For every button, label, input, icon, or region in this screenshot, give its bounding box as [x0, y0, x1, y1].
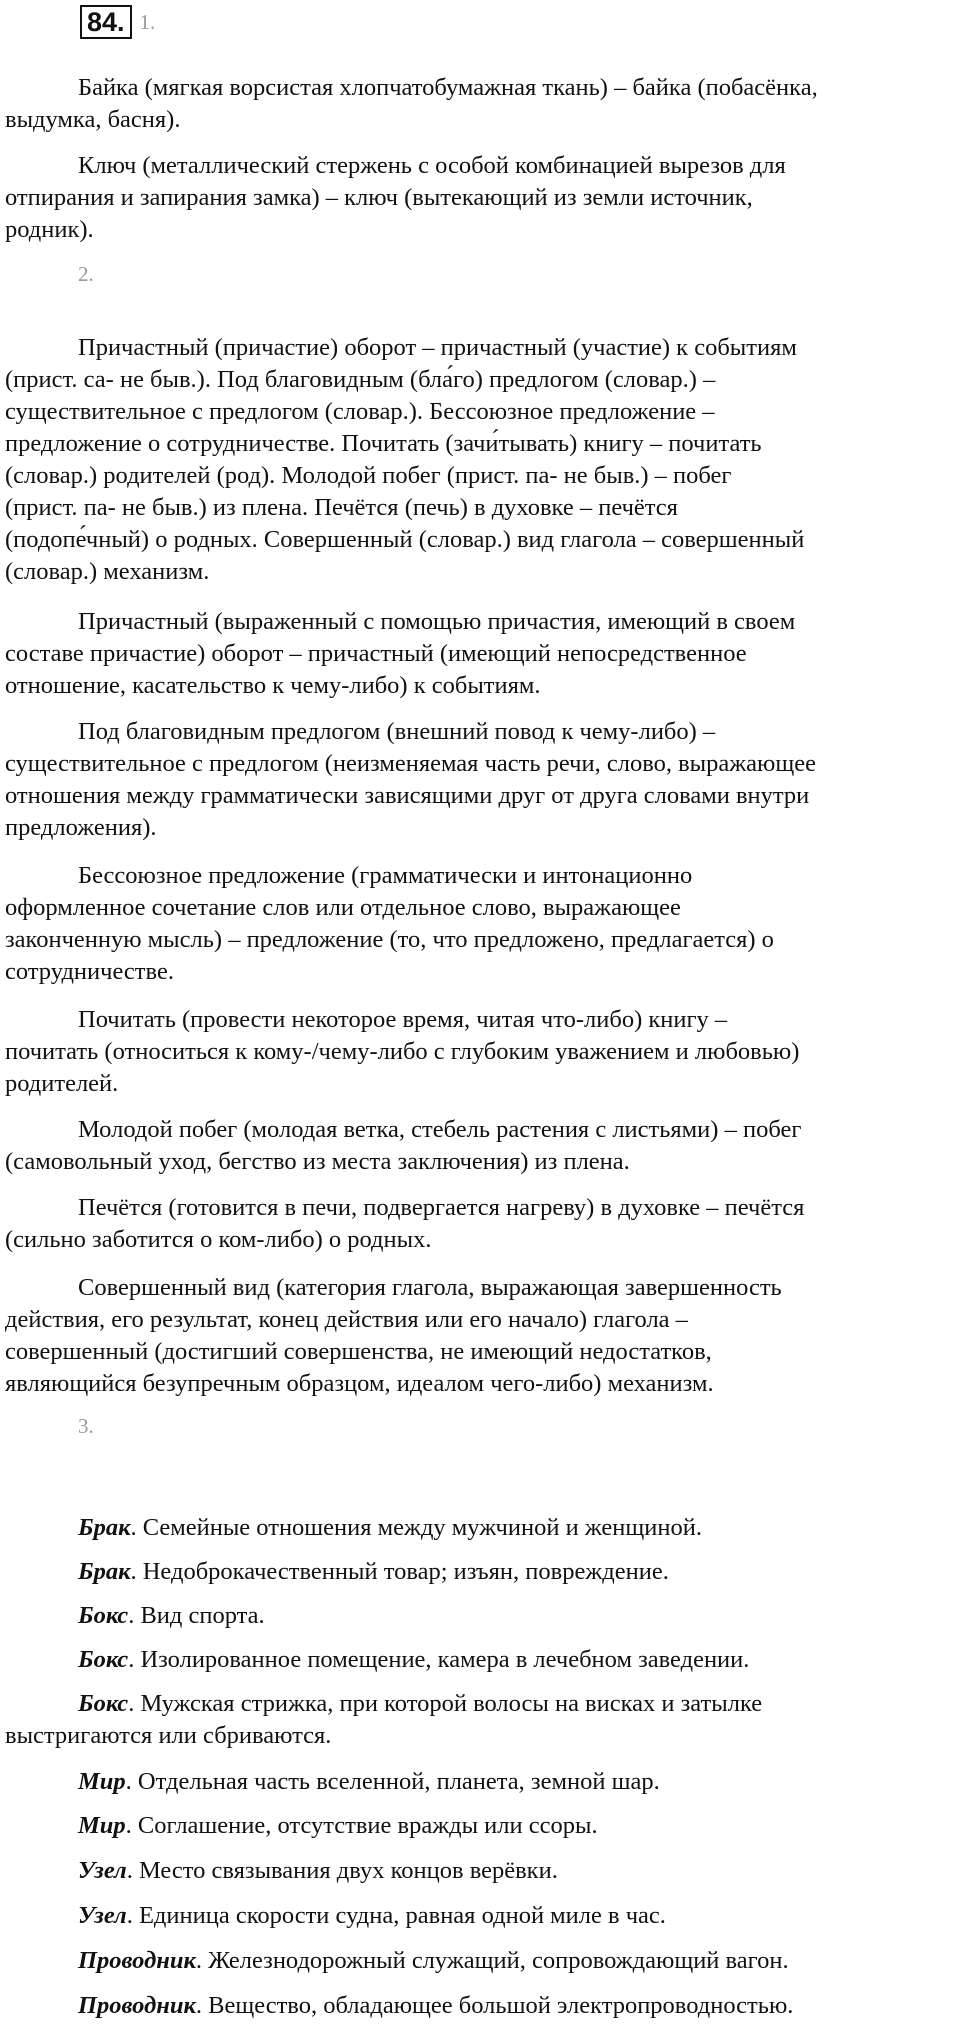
text-line: почитать (относиться к кому-/чему-либо с глубоким уважением и любовью) [5, 1038, 800, 1065]
definition-text: . Железнодорожный служащий, сопровождающий вагон. [195, 1947, 789, 1974]
text-line: отношение, касательство к чему-либо) к событиям. [5, 672, 541, 699]
paragraph-klyuch [5, 150, 960, 246]
text-line: отпирания и запирания замка) – ключ (вытекающий из земли источник, [5, 184, 753, 211]
paragraph-sovershenny [5, 1272, 960, 1400]
text-line: законченную мысль) – предложение (то, что предложено, предлагается) о [5, 926, 774, 953]
section-2-marker: 2. [78, 262, 94, 286]
definition-item [78, 1900, 958, 1932]
text-line: (самовольный уход, бегство из места заключения) из плена. [5, 1148, 630, 1175]
definition-term: Проводник [78, 1992, 196, 2019]
text-line: (прист. па- не быв.) из плена. Печётся (печь) в духовке – печётся [5, 494, 678, 521]
text-line: Причастный (выраженный с помощью причастия, имеющий в своем [78, 608, 796, 635]
paragraph-bayka [5, 72, 960, 136]
text-line: являющийся безупречным образцом, идеалом чего-либо) механизм. [5, 1370, 714, 1397]
definition-text: . Недоброкачественный товар; изъян, повреждение. [130, 1558, 669, 1585]
definition-term: Мир [78, 1768, 126, 1795]
definition-item [78, 1556, 958, 1588]
text-line: Молодой побег (молодая ветка, стебель растения с листьями) – побег [78, 1116, 802, 1143]
text-line: Почитать (провести некоторое время, читая что-либо) книгу – [78, 1006, 728, 1033]
text-line: предложения). [5, 814, 157, 841]
text-line: Бессоюзное предложение (грамматически и интонационно [78, 862, 693, 889]
text-line: (подопе́чный) о родных. Совершенный (словар.) вид глагола – совершенный [5, 526, 805, 553]
task-header [80, 4, 155, 40]
paragraph-prichastny [5, 606, 960, 702]
text-line: совершенный (достигший совершенства, не имеющий недостатков, [5, 1338, 712, 1365]
text-line: Причастный (причастие) оборот – причастный (участие) к событиям [78, 334, 797, 361]
paragraph-section2-main [5, 332, 960, 588]
definition-term: Бокс [78, 1602, 129, 1629]
text-line: Ключ (металлический стержень с особой комбинацией вырезов для [78, 152, 786, 179]
text-line: оформленное сочетание слов или отдельное слово, выражающее [5, 894, 681, 921]
text-line: существительное с предлогом (словар.). Бессоюзное предложение – [5, 398, 715, 425]
definition-term: Бокс [78, 1646, 129, 1673]
definition-text: . Изолированное помещение, камера в лечебном заведении. [128, 1646, 750, 1673]
section-3-marker: 3. [78, 1414, 94, 1438]
definition-text: . Мужская стрижка, при которой волосы на висках и затылке [128, 1690, 763, 1717]
text-line: родителей. [5, 1070, 119, 1097]
text-line: (сильно заботится о ком-либо) о родных. [5, 1226, 432, 1253]
definition-text: . Вещество, обладающее большой электропроводностью. [195, 1992, 794, 2019]
definition-text: . Единица скорости судна, равная одной миле в час. [126, 1902, 666, 1929]
definition-term: Бокс [78, 1690, 129, 1717]
definition-item [78, 1600, 958, 1632]
definition-text: . Семейные отношения между мужчиной и женщиной. [130, 1514, 702, 1541]
definition-item [78, 1810, 958, 1842]
text-line: Под благовидным предлогом (внешний повод к чему-либо) – [78, 718, 716, 745]
text-line: предложение о сотрудничестве. Почитать (зачи́тывать) книгу – почитать [5, 430, 762, 457]
text-line: (прист. са- не быв.). Под благовидным (бла́го) предлогом (словар.) – [5, 366, 716, 393]
definition-item [5, 1688, 960, 1752]
text-line: Печётся (готовится в печи, подвергается нагреву) в духовке – печётся [78, 1194, 805, 1221]
definition-term: Брак [78, 1514, 131, 1541]
definition-text: . Соглашение, отсутствие вражды или ссоры. [125, 1812, 598, 1839]
definition-term: Мир [78, 1812, 126, 1839]
definition-term: Проводник [78, 1947, 196, 1974]
text-line: (словар.) механизм. [5, 558, 210, 585]
paragraph-bessoyuznoe [5, 860, 960, 988]
definition-text: . Отдельная часть вселенной, планета, земной шар. [125, 1768, 660, 1795]
paragraph-pechetsya [5, 1192, 960, 1256]
paragraph-pochitat [5, 1004, 960, 1100]
definition-item [78, 1855, 958, 1887]
text-line: выдумка, басня). [5, 106, 181, 133]
text-line: отношения между грамматически зависящими друг от друга словами внутри [5, 782, 810, 809]
definition-text: . Вид спорта. [128, 1602, 265, 1629]
definition-text: выстригаются или сбриваются. [5, 1722, 332, 1749]
text-line: Совершенный вид (категория глагола, выражающая завершенность [78, 1274, 782, 1301]
text-line: родник). [5, 216, 94, 243]
text-line: сотрудничестве. [5, 958, 174, 985]
definition-item [78, 1766, 958, 1798]
text-line: составе причастие) оборот – причастный (имеющий непосредственное [5, 640, 747, 667]
text-line: Байка (мягкая ворсистая хлопчатобумажная ткань) – байка (побасёнка, [78, 74, 818, 101]
text-line: существительное с предлогом (неизменяемая часть речи, слово, выражающее [5, 750, 816, 777]
definition-item [78, 1990, 958, 2022]
section-1-marker: 1. [139, 9, 156, 34]
paragraph-predlog [5, 716, 960, 844]
text-line: (словар.) родителей (род). Молодой побег (прист. па- не быв.) – побег [5, 462, 732, 489]
paragraph-pobeg [5, 1114, 960, 1178]
definition-text: . Место связывания двух концов верёвки. [126, 1857, 558, 1884]
definition-item [78, 1512, 958, 1544]
text-line: действия, его результат, конец действия или его начало) глагола – [5, 1306, 688, 1333]
definition-item [78, 1945, 958, 1977]
definition-term: Брак [78, 1558, 131, 1585]
definition-item [78, 1644, 958, 1676]
definition-term: Узел [78, 1857, 127, 1884]
definition-term: Узел [78, 1902, 127, 1929]
task-number: 84. [80, 5, 132, 39]
